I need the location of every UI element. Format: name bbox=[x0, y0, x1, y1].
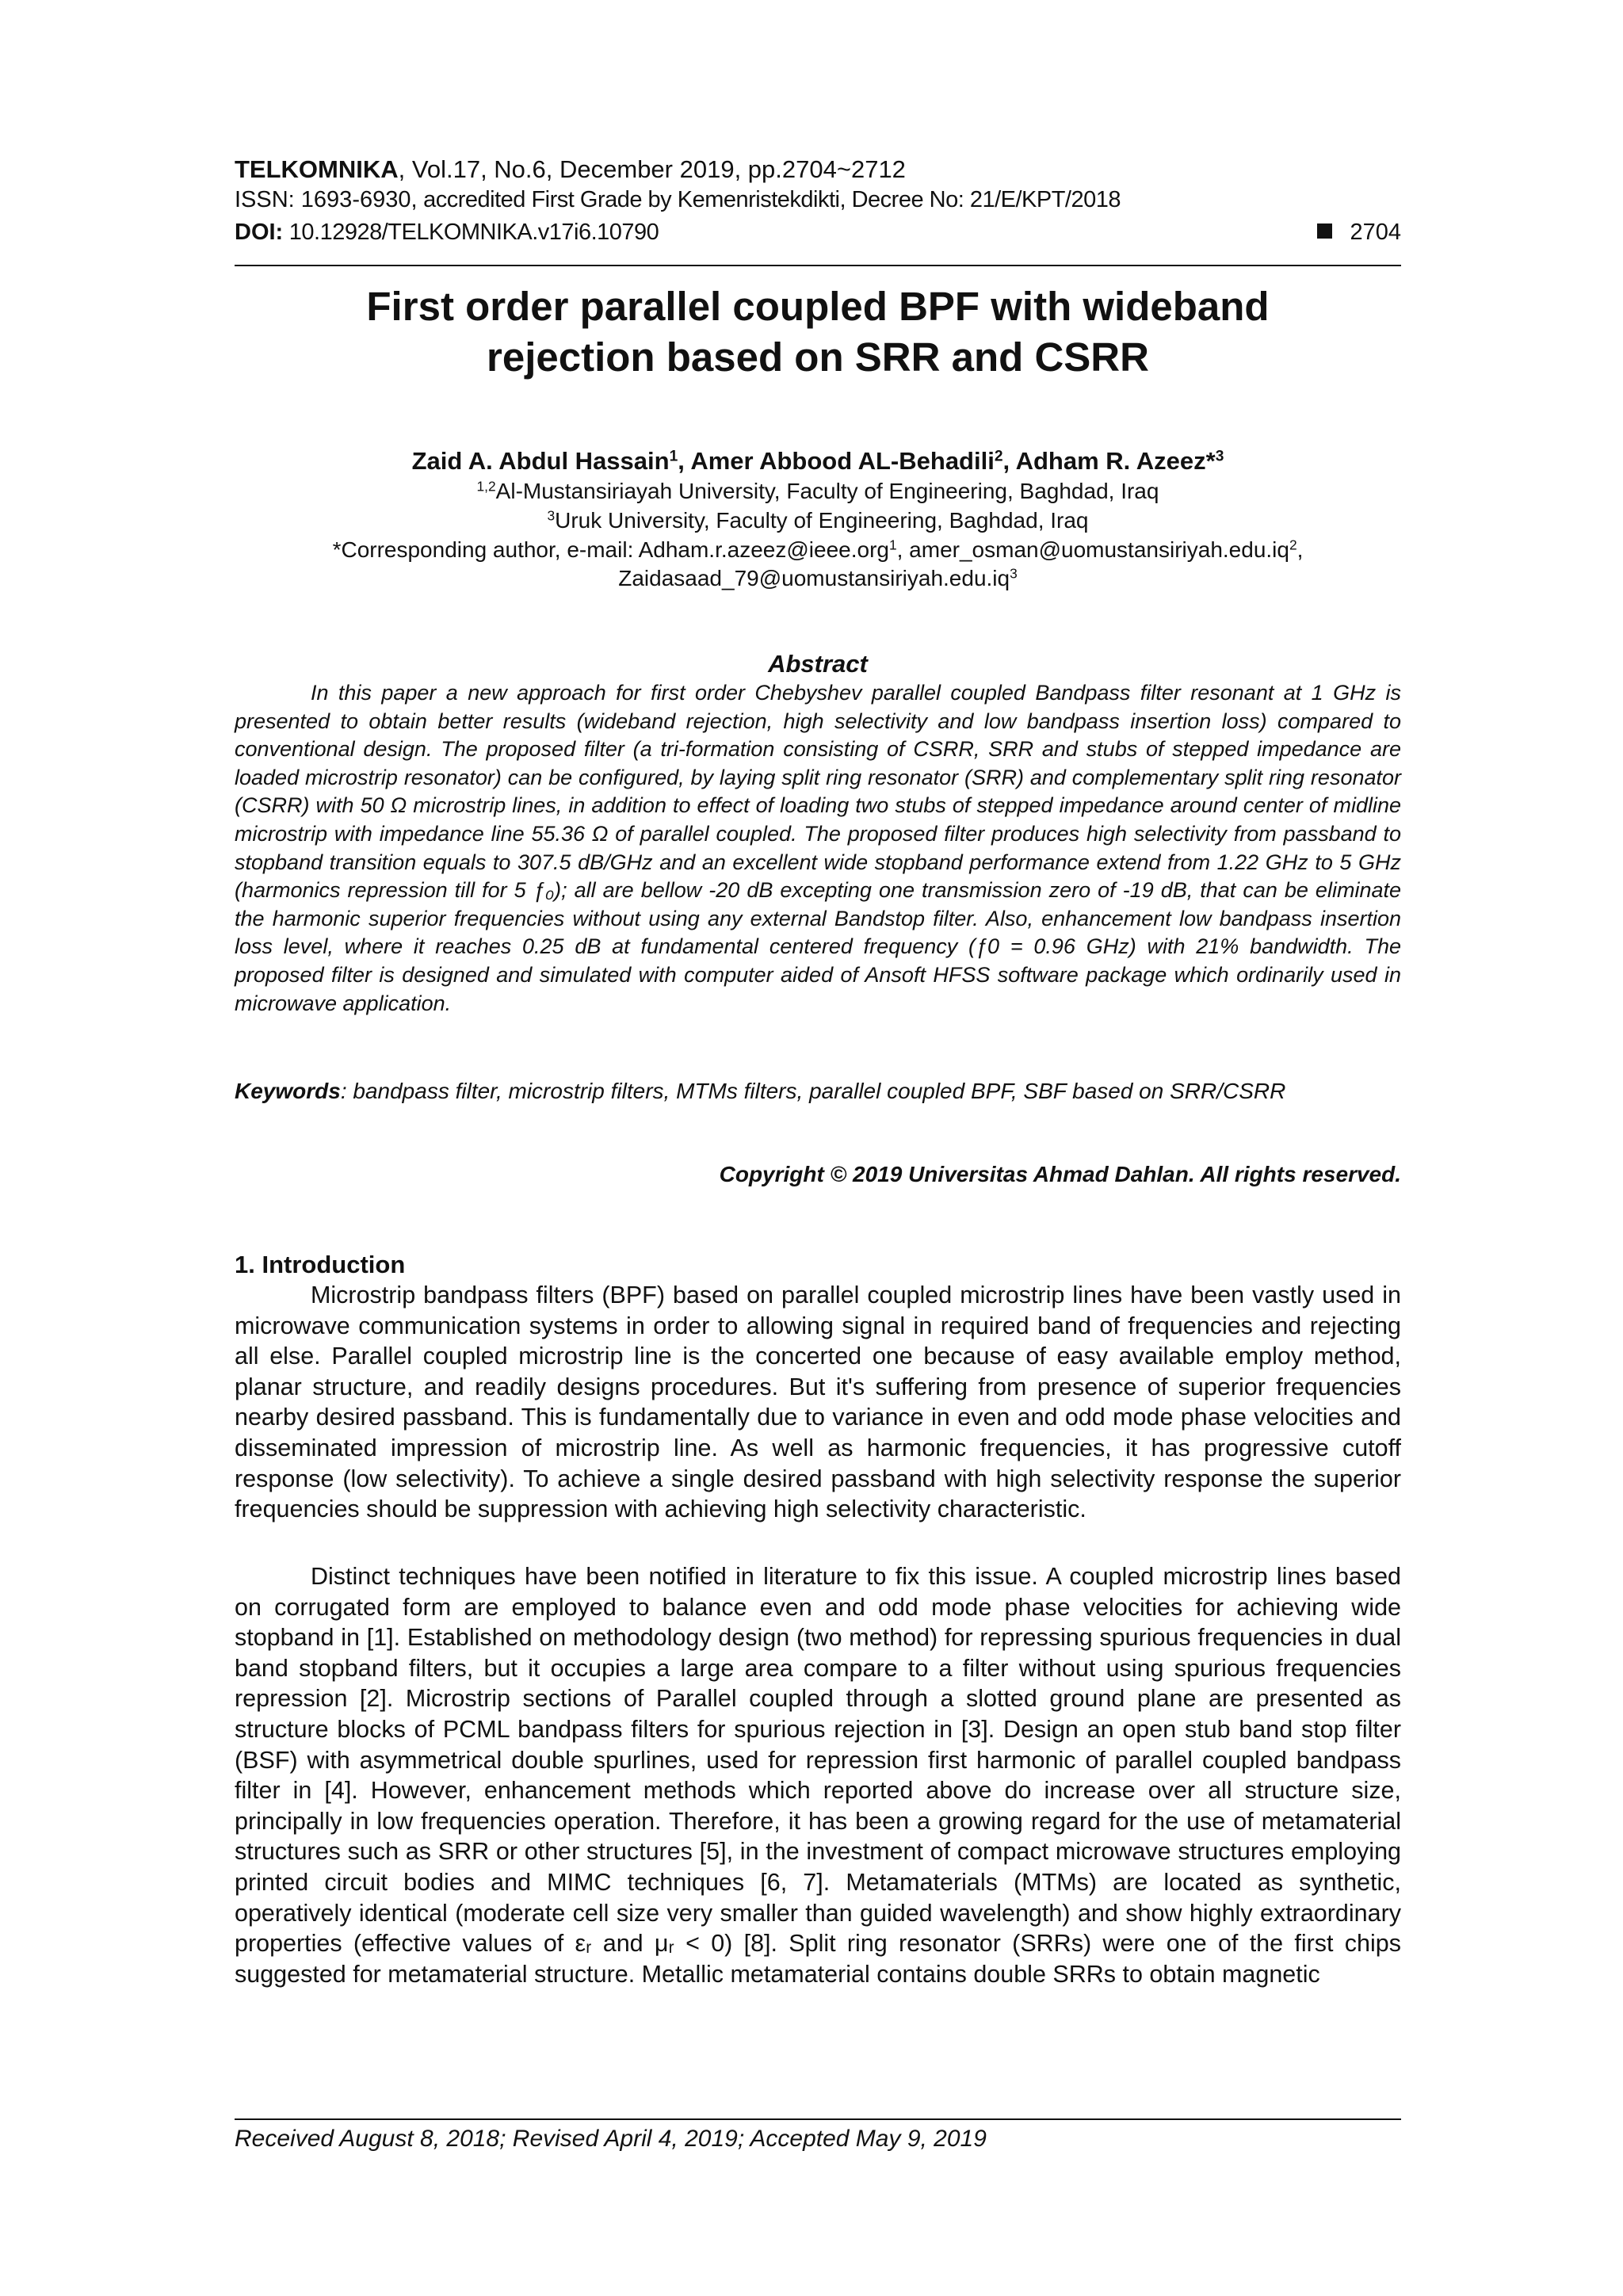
author-sep: , bbox=[678, 447, 691, 475]
doi-value: 10.12928/TELKOMNIKA.v17i6.10790 bbox=[283, 220, 659, 245]
affiliation-sup: 1,2 bbox=[476, 478, 496, 495]
keywords-text: : bandpass filter, microstrip filters, MTMs filters, parallel coupled BPF, SBF based on SRR/CSRR bbox=[340, 1079, 1286, 1103]
author-list bbox=[235, 445, 1401, 477]
journal-details: , Vol.17, No.6, December 2019, pp.2704~2712 bbox=[398, 155, 906, 183]
author-sup: 1 bbox=[669, 448, 678, 465]
header-rule bbox=[235, 265, 1401, 266]
corresponding-author-cont bbox=[235, 564, 1401, 593]
author-name: Adham R. Azeez* bbox=[1015, 447, 1216, 475]
paper-title bbox=[235, 281, 1401, 383]
abstract-heading: Abstract bbox=[768, 650, 868, 678]
email-link[interactable]: , amer_osman@uomustansiriyah.edu.iq bbox=[896, 537, 1289, 562]
email-sep: , bbox=[1296, 537, 1304, 562]
issn-line bbox=[235, 185, 1121, 215]
corresponding-author bbox=[235, 536, 1401, 564]
author-sep: , bbox=[1002, 447, 1016, 475]
affiliation-text: Uruk University, Faculty of Engineering, Baghdad, Iraq bbox=[555, 508, 1089, 533]
issn-details: accredited First Grade by Kemenristekdikti, Decree No: 21/E/KPT/2018 bbox=[417, 187, 1121, 212]
email-sup: 1 bbox=[888, 537, 897, 553]
keywords bbox=[235, 1076, 1401, 1106]
email-sup: 2 bbox=[1289, 537, 1297, 553]
keywords-label: Keywords bbox=[235, 1079, 341, 1103]
author-sup: 3 bbox=[1215, 448, 1224, 465]
journal-name: TELKOMNIKA bbox=[235, 155, 399, 183]
page-number-group bbox=[1317, 217, 1401, 247]
author-sup: 2 bbox=[994, 448, 1003, 465]
author-name: Amer Abbood AL-Behadili bbox=[690, 447, 995, 475]
affiliation-text: Al-Mustansiriayah University, Faculty of Engineering, Baghdad, Iraq bbox=[495, 479, 1159, 503]
square-bullet-icon bbox=[1317, 223, 1332, 239]
email-link[interactable]: Zaidasaad_79@uomustansiriyah.edu.iq bbox=[618, 566, 1010, 590]
doi-line bbox=[235, 217, 1401, 247]
affiliation-1 bbox=[235, 477, 1401, 506]
title-line-1: First order parallel coupled BPF with wideband bbox=[366, 284, 1270, 329]
page-number: 2704 bbox=[1350, 220, 1401, 245]
issn-label: ISSN: 1693-6930, bbox=[235, 187, 418, 212]
paper-page bbox=[235, 0, 1401, 2296]
doi-label: DOI: bbox=[235, 220, 284, 245]
title-line-2: rejection based on SRR and CSRR bbox=[487, 334, 1149, 380]
body-paragraph: Microstrip bandpass filters (BPF) based on parallel coupled microstrip lines have been vastly used in microwave communication systems in order to allowing signal in required band of frequencies and rejecting all else. Parallel coupled microstrip line is the concerted one because of easy available employ method, planar structure, and readily designs procedures. But it's suffering from presence of superior frequencies nearby desired passband. This is fundamentally due to variance in even and odd mode phase velocities and disseminated impression of microstrip line. As well as harmonic frequencies, it has progressive cutoff response (low selectivity). To achieve a single desired passband with high selectivity response the superior frequencies should be suppression with achieving high selectivity characteristic. bbox=[235, 1282, 1401, 1523]
journal-header bbox=[235, 155, 906, 185]
copyright-notice: Copyright © 2019 Universitas Ahmad Dahlan. All rights reserved. bbox=[719, 1162, 1401, 1186]
author-name: Zaid A. Abdul Hassain bbox=[411, 447, 670, 475]
received-dates: Received August 8, 2018; Revised April 4, 2019; Accepted May 9, 2019 bbox=[235, 2126, 987, 2152]
email-link[interactable]: Adham.r.azeez@ieee.org bbox=[638, 537, 889, 562]
section-heading: 1. Introduction bbox=[235, 1251, 406, 1278]
affiliation-sup: 3 bbox=[547, 507, 556, 524]
affiliation-2 bbox=[235, 506, 1401, 535]
email-sup: 3 bbox=[1010, 565, 1018, 582]
corresponding-prefix: *Corresponding author, e-mail: bbox=[332, 537, 639, 562]
body-paragraph: Distinct techniques have been notified in literature to fix this issue. A coupled microstrip lines based on corrugated form are employed to balance even and odd mode phase velocities for achieving wide stopband in [1]. Established on methodology design (two method) for repressing spurious frequencies in dual band stopband filters, but it occupies a large area compare to a filter without using spurious frequencies repression [2]. Microstrip sections of Parallel coupled through a slotted ground plane are presented as structure blocks of PCML bandpass filters for spurious rejection in [3]. Design an open stub band stop filter (BSF) with asymmetrical double spurlines, used for repression first harmonic of parallel coupled bandpass filter in [4]. However, enhancement methods which reported above do increase over all structure size, principally in low frequencies operation. Therefore, it has been a growing regard for the use of metamaterial structures such as SRR or other structures [5], in the investment of compact microwave structures employing printed circuit bodies and MIMC techniques [6, 7]. Metamaterials (MTMs) are located as synthetic, operatively identical (moderate cell size very smaller than guided wavelength) and show highly extraordinary properties (effective values of εᵣ and μᵣ < 0) [8]. Split ring resonator (SRRs) were one of the first chips suggested for metamaterial structure. Metallic metamaterial contains double SRRs to obtain magnetic bbox=[235, 1563, 1401, 1988]
abstract-text: In this paper a new approach for first order Chebyshev parallel coupled Bandpass filter resonant at 1 GHz is presented to obtain better results (wideband rejection, high selectivity and low bandpass insertion loss) compared to conventional design. The proposed filter (a tri-formation consisting of CSRR, SRR and stubs of stepped impedance are loaded microstrip resonator) can be configured, by laying split ring resonator (SRR) and complementary split ring resonator (CSRR) with 50 Ω microstrip lines, in addition to effect of loading two stubs of stepped impedance around center of midline microstrip with impedance line 55.36 Ω of parallel coupled. The proposed filter produces high selectivity from passband to stopband transition equals to 307.5 dB/GHz and an excellent wide stopband performance extend from 1.22 GHz to 5 GHz (harmonics repression till for 5 ƒ₀); all are bellow -20 dB excepting one transmission zero of -19 dB, that can be eliminate the harmonic superior frequencies without using any external Bandstop filter. Also, enhancement low bandpass insertion loss level, where it reaches 0.25 dB at fundamental centered frequency (ƒ0 = 0.96 GHz) with 21% bandwidth. The proposed filter is designed and simulated with computer aided of Ansoft HFSS software package which ordinarily used in microwave application. bbox=[235, 681, 1401, 1015]
footer-rule bbox=[235, 2118, 1401, 2120]
